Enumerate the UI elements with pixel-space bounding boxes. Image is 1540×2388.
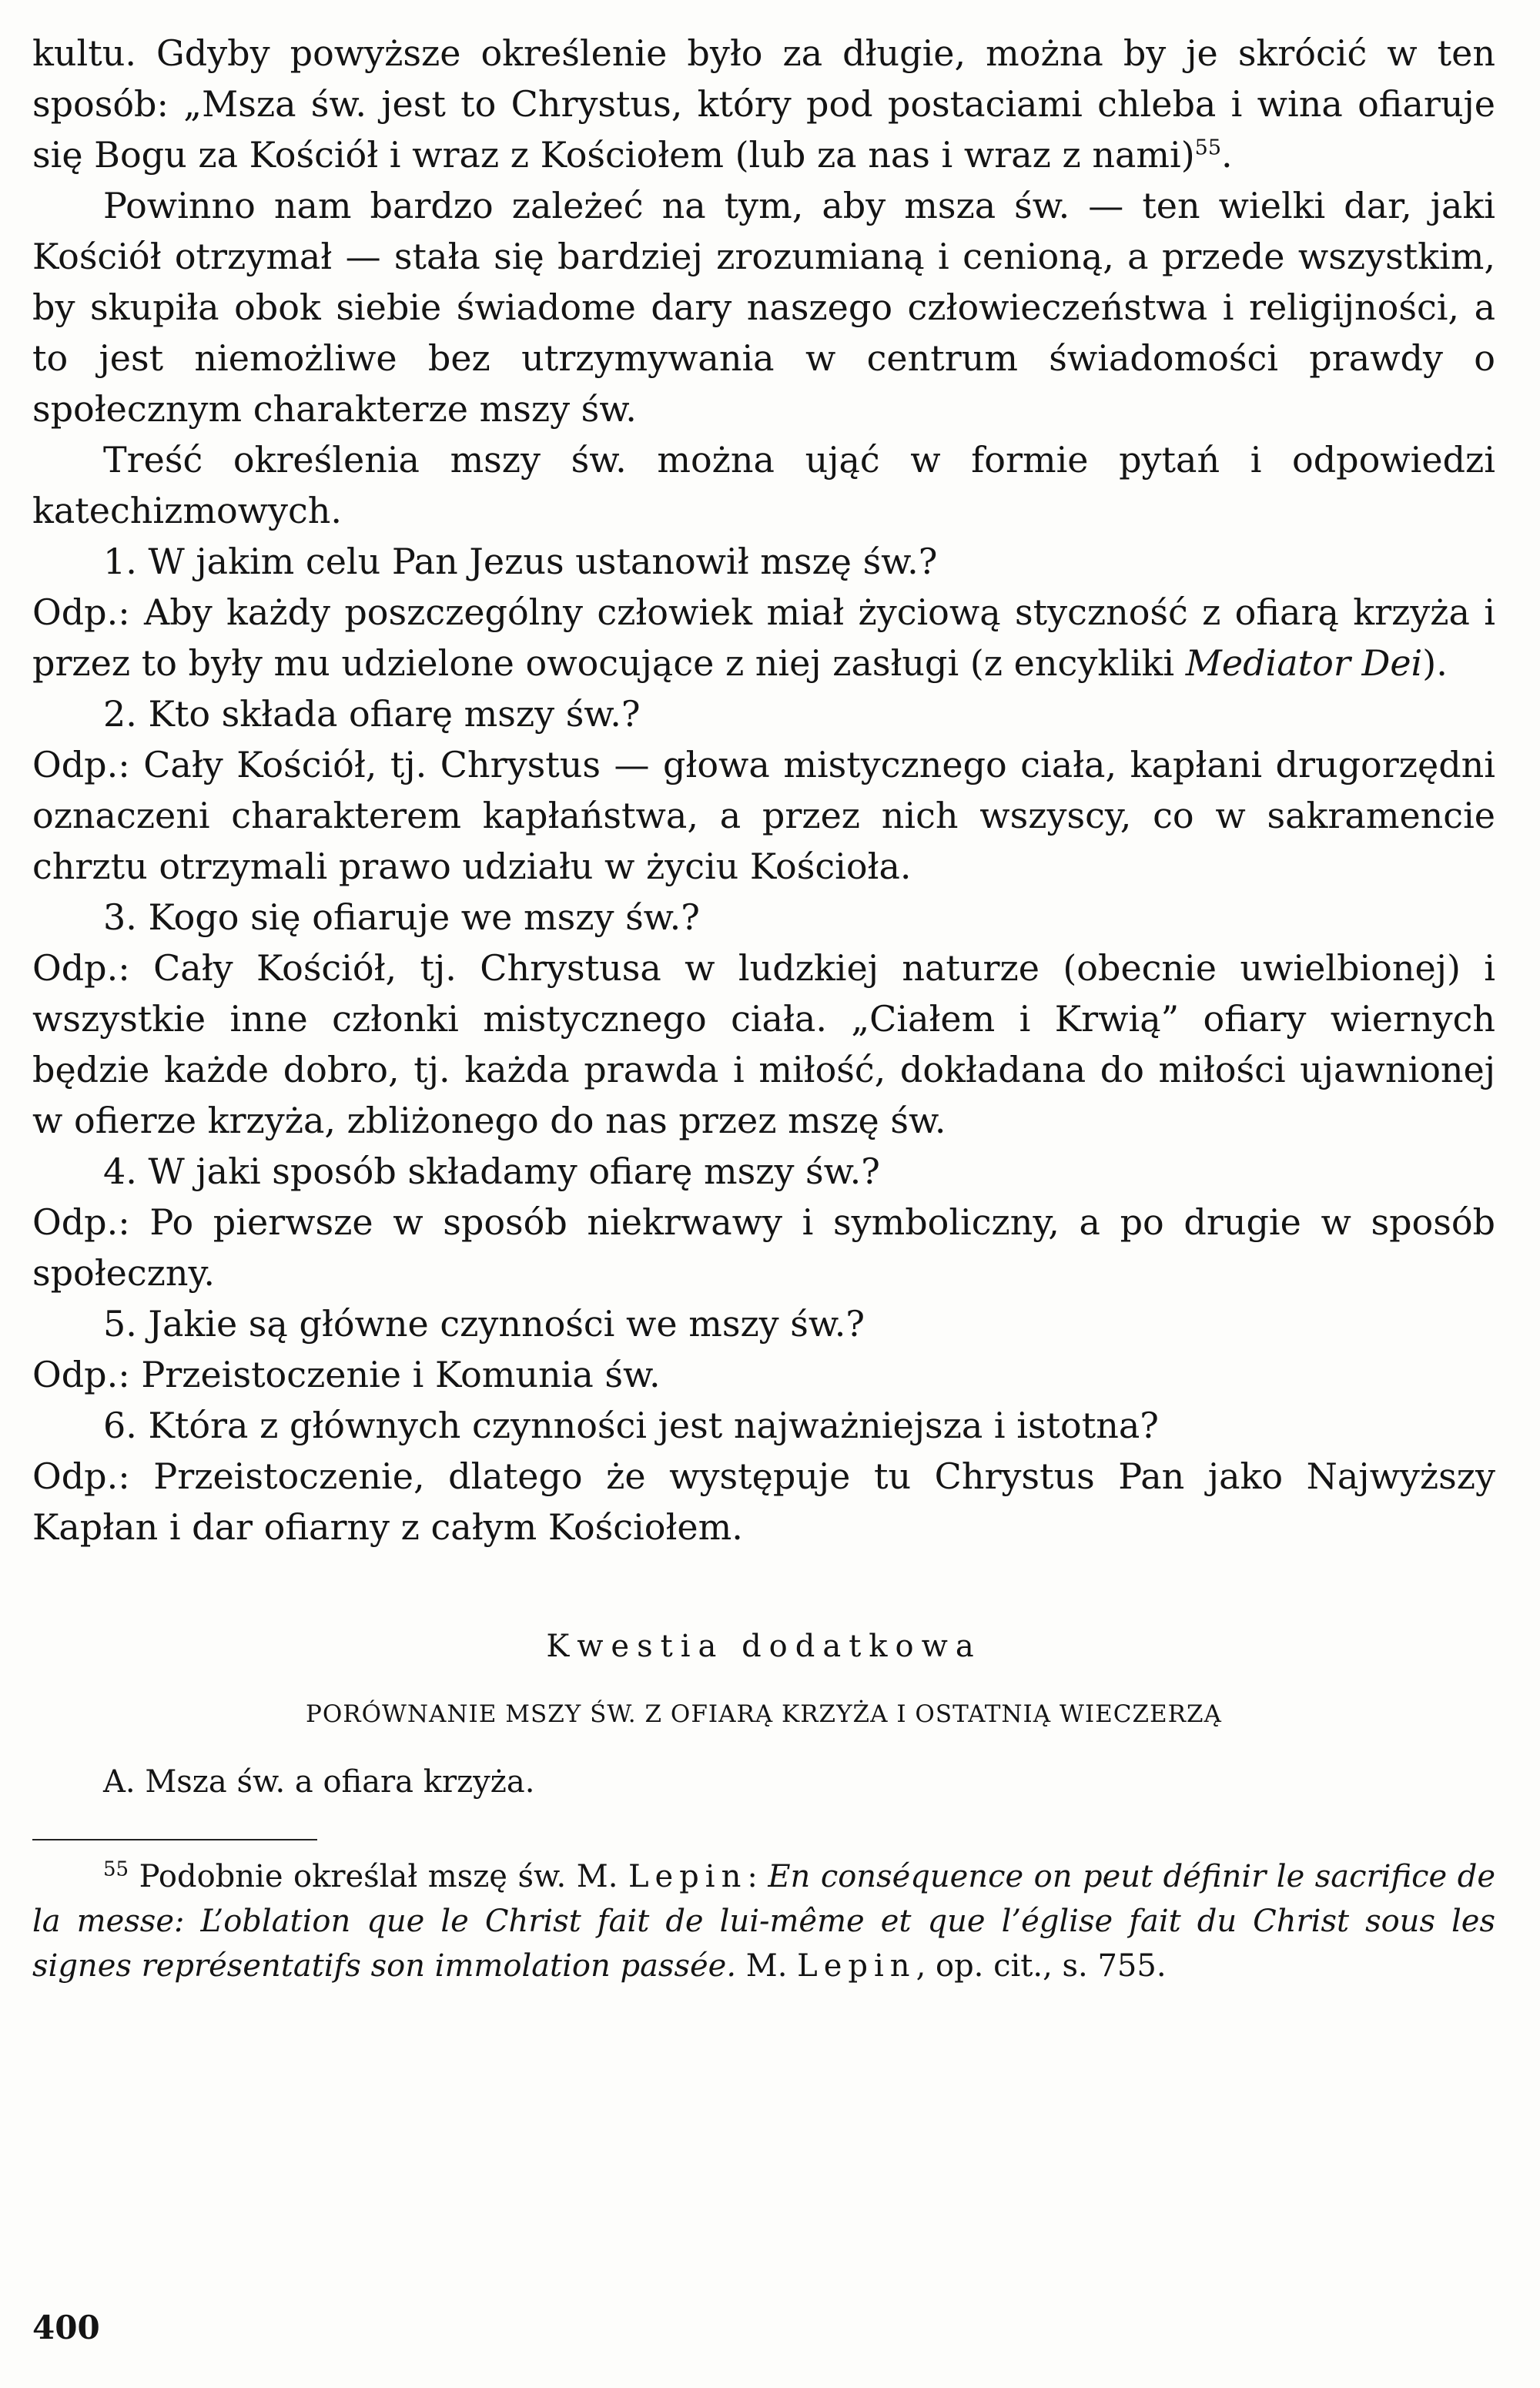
answer: Odp.: Cały Kościół, tj. Chrystusa w ludzkiej naturze (obecnie uwielbionej) i wszystkie inne członki mistycznego ciała. „Ciałem i Krwią” ofiary wiernych będzie każde dobro, tj. każda prawda i miłość, dokładana do miłości ujawnionej w ofierze krzyża, zbliżonego do nas przez mszę św. bbox=[32, 947, 1495, 1141]
question: 3. Kogo się ofiaruje we mszy św.? bbox=[103, 896, 700, 938]
footnote-lead: Podobnie określał mszę św. M. bbox=[129, 1859, 628, 1894]
footnote-reference: 55 bbox=[1194, 136, 1222, 160]
answer: Odp.: Cały Kościół, tj. Chrystus — głowa mistycznego ciała, kapłani drugorzędni oznaczeni charakterem kapłaństwa, a przez nich wszyscy, co w sakramencie chrztu otrzymali prawo udziału w życiu Kościoła. bbox=[32, 744, 1495, 887]
answer-text: Odp.: Aby każdy poszczególny człowiek miał życiową styczność z ofiarą krzyża i przez to były mu udzielone owocujące z niej zasługi (z encykliki bbox=[32, 591, 1495, 684]
footnote-mid: M. bbox=[736, 1948, 798, 1984]
footnote-mark: 55 bbox=[103, 1857, 129, 1881]
footnote-colon: : bbox=[747, 1859, 768, 1894]
answer: Odp.: Przeistoczenie, dlatego że występuje tu Chrystus Pan jako Najwyższy Kapłan i dar ofiarny z całym Kościołem. bbox=[32, 1455, 1495, 1548]
answer-text-end: ). bbox=[1422, 642, 1448, 684]
question: 2. Kto składa ofiarę mszy św.? bbox=[103, 693, 641, 735]
paragraph-1-text: kultu. Gdyby powyższe określenie było za długie, można by je skrócić w ten sposób: „Msza św. jest to Chrystus, który pod postaciami chleba i wina ofiaruje się Bogu za Kościół i wraz z Kościołem (lub za nas i wraz z nami) bbox=[32, 32, 1495, 176]
paragraph-2: Powinno nam bardzo zależeć na tym, aby msza św. — ten wielki dar, jaki Kościół otrzymał — stała się bardziej zrozumianą i cenioną, a przede wszystkim, by skupiła obok siebie świadome dary naszego człowieczeństwa i religijności, a to jest niemożliwe bez utrzymywania w centrum świadomości prawdy o społecznym charakterze mszy św. bbox=[32, 185, 1495, 430]
footnote-quote: En conséquence on peut définir le sacrifice de la messe: L’oblation que le Christ fait de lui-même et que l’église fait du Christ sous les signes représentatifs son immolation passée. bbox=[32, 1859, 1495, 1984]
paragraph-1-end: . bbox=[1221, 134, 1233, 176]
footnote-author-2: Lepin bbox=[797, 1948, 916, 1984]
paragraph-3: Treść określenia mszy św. można ująć w formie pytań i odpowiedzi katechizmowych. bbox=[32, 439, 1495, 531]
paragraph-1 bbox=[32, 28, 1495, 180]
question: 4. W jaki sposób składamy ofiarę mszy św.? bbox=[103, 1150, 880, 1192]
question: 6. Która z głównych czynności jest najważniejsza i istotna? bbox=[103, 1405, 1159, 1446]
encyclical-title: Mediator Dei bbox=[1185, 642, 1423, 684]
footnote-author: Lepin bbox=[628, 1859, 748, 1894]
subsection-heading: A. Msza św. a ofiara krzyża. bbox=[103, 1764, 535, 1800]
footnote bbox=[32, 1854, 1495, 1988]
answer: Odp.: Po pierwsze w sposób niekrwawy i symboliczny, a po drugie w sposób społeczny. bbox=[32, 1201, 1495, 1294]
footnote-divider bbox=[32, 1839, 317, 1840]
section-title: Kwestia dodatkowa bbox=[546, 1629, 982, 1664]
section-subtitle: PORÓWNANIE MSZY ŚW. Z OFIARĄ KRZYŻA I OSTATNIĄ WIECZERZĄ bbox=[306, 1700, 1222, 1728]
question: 5. Jakie są główne czynności we mszy św.? bbox=[103, 1303, 865, 1345]
footnote-citation: , op. cit., s. 755. bbox=[916, 1948, 1167, 1984]
answer bbox=[32, 587, 1495, 688]
main-text bbox=[32, 28, 1495, 1552]
answer: Odp.: Przeistoczenie i Komunia św. bbox=[32, 1354, 661, 1395]
page-number: 400 bbox=[32, 2309, 100, 2346]
question: 1. W jakim celu Pan Jezus ustanowił mszę św.? bbox=[103, 541, 938, 582]
catechism-list bbox=[32, 536, 1495, 1552]
